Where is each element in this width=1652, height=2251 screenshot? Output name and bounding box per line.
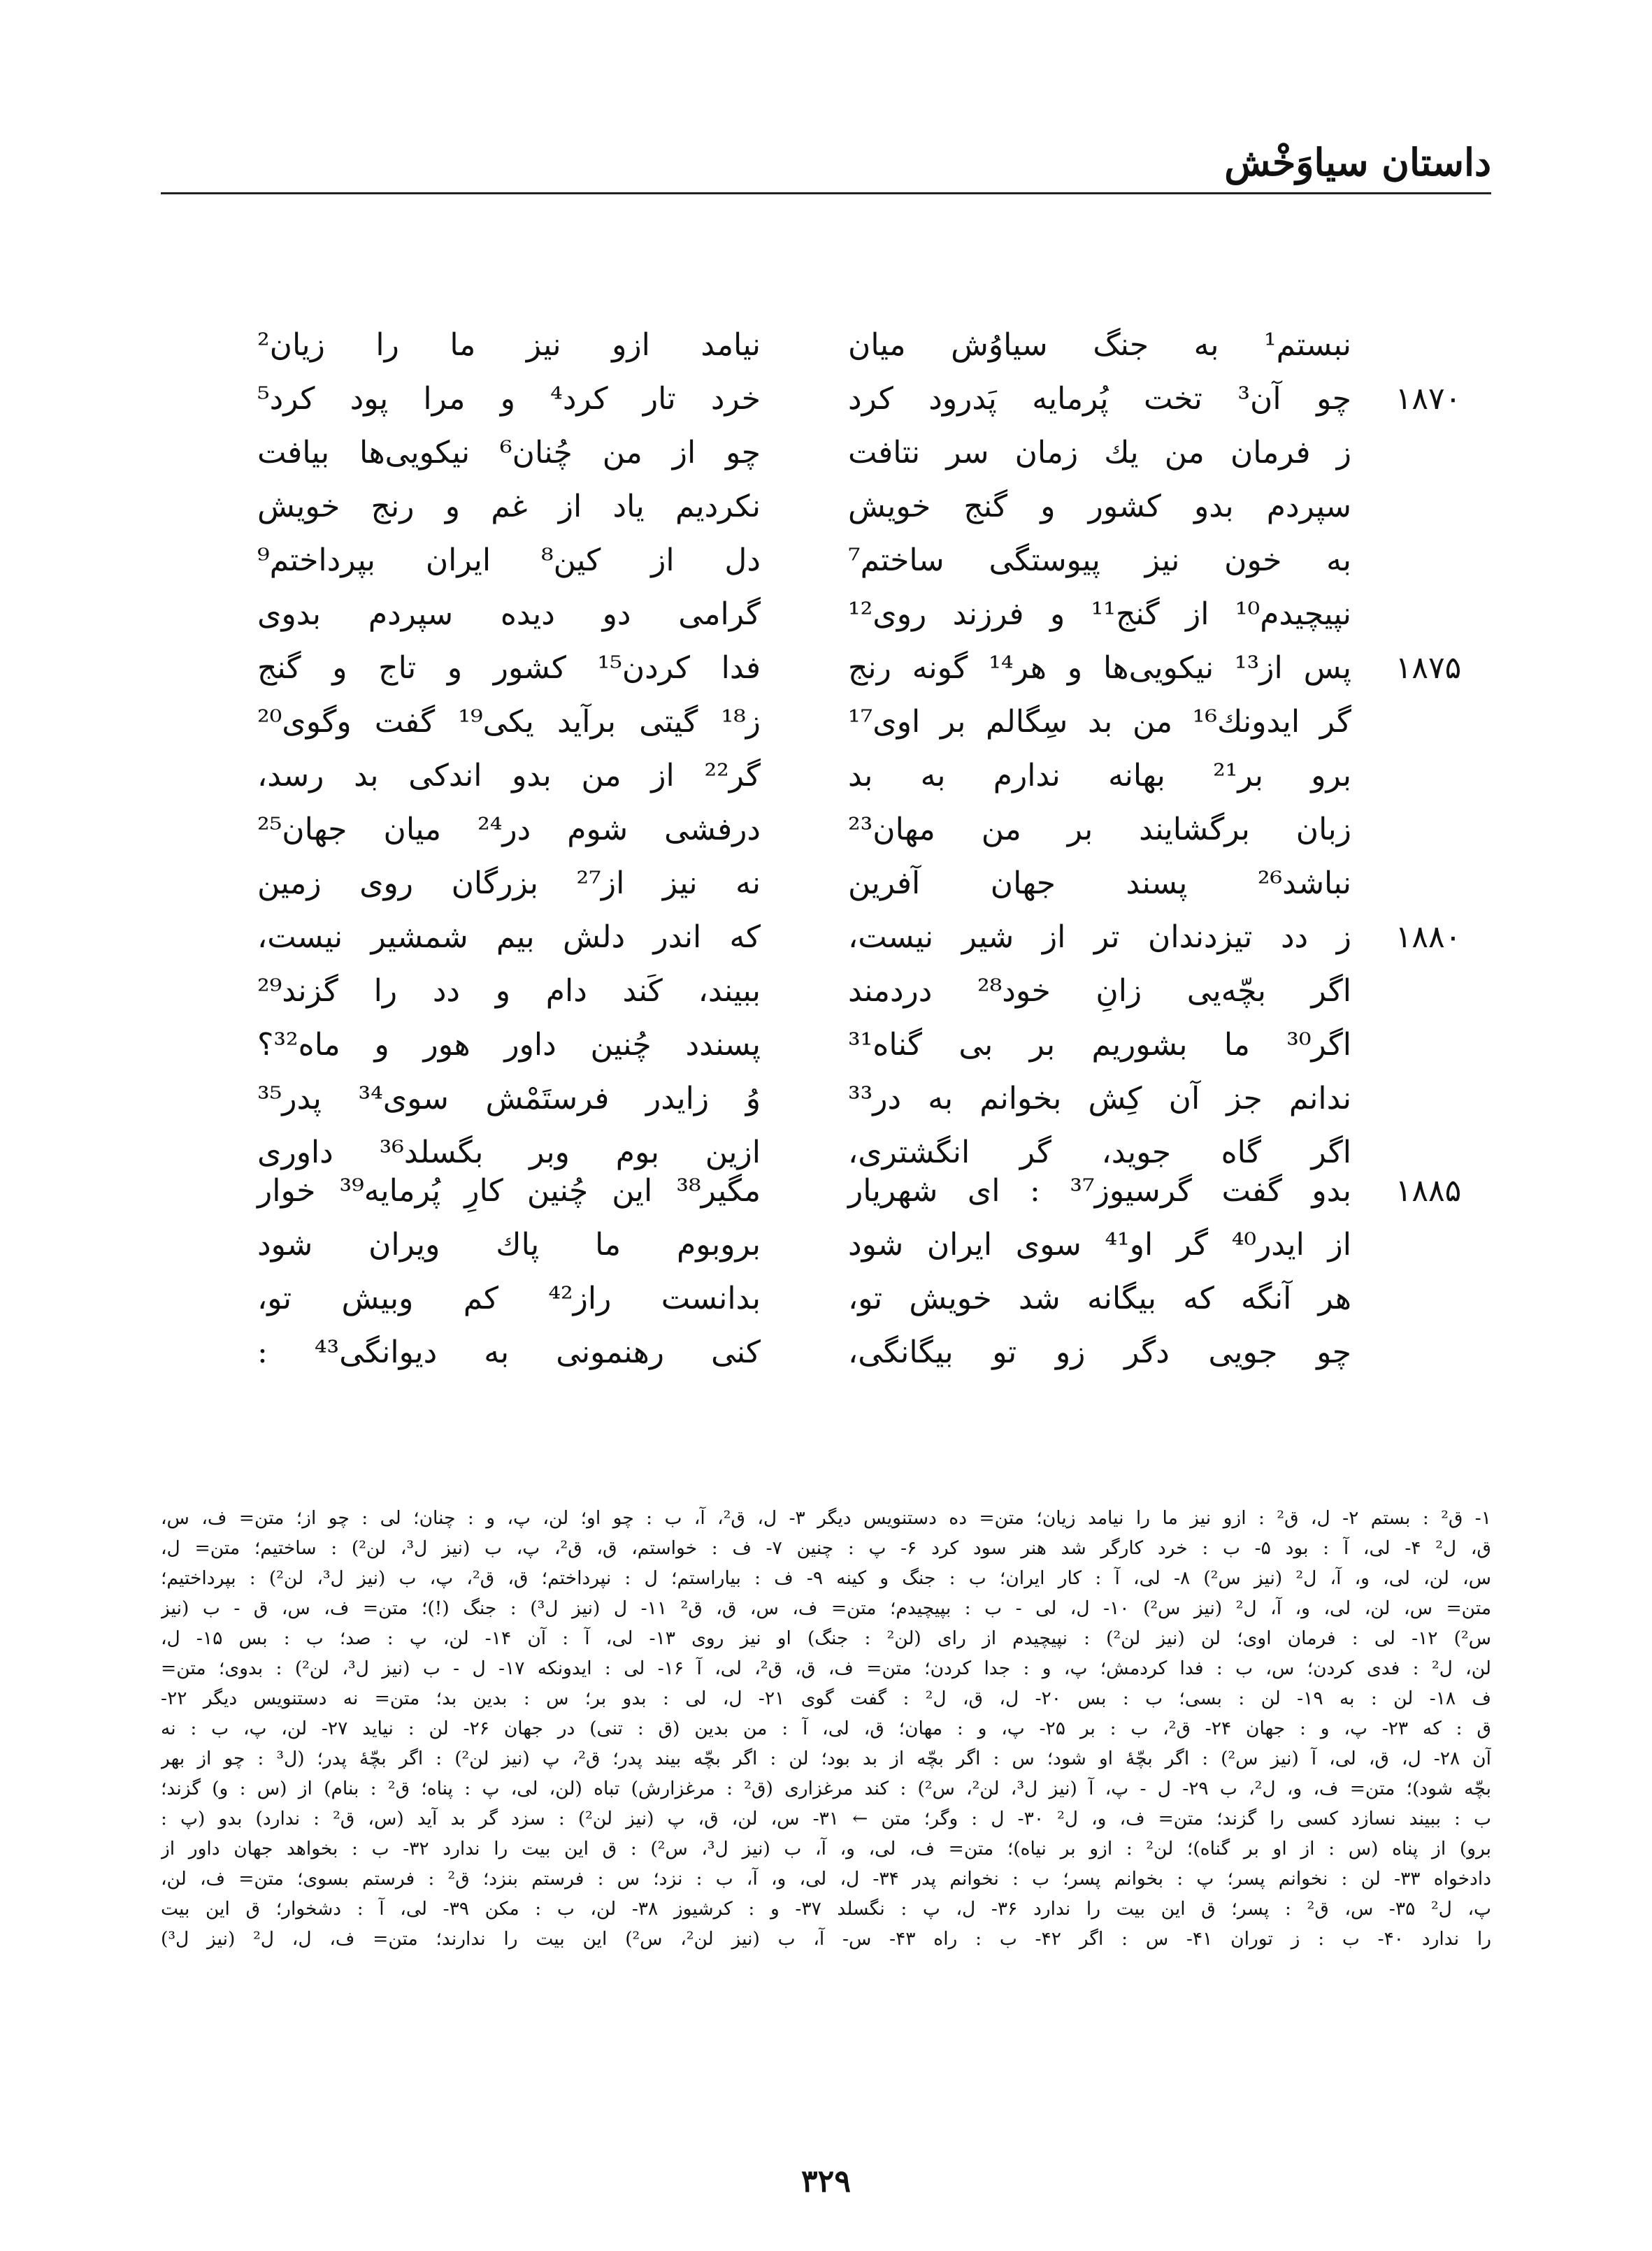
verse-line: مگیر³⁸ این چُنین کارِ پُرمایه³⁹ خوار [257,1173,761,1209]
verse-line: اگر³⁰ ما بشوریم بر بی گناه³¹ [848,1027,1351,1063]
verse-line: چو از من چُنان⁶ نیکویی‌ها بیافت [257,435,761,470]
verse-line: ازین بوم وبر بگسلد³⁶ داوری [257,1135,761,1170]
verse-line: نباشد²⁶ پسند جهان آفرین [848,865,1351,901]
verse-column-left-block2 [257,1164,761,1379]
verse-line: نه نیز از²⁷ بزرگان روی زمین [257,865,761,901]
verse-line: درفشی شوم در²⁴ میان جهان²⁵ [257,812,761,847]
footnote-line: پ، ل² ۳۵- س، ق² : پسر؛ ق این بیت را ندارد ۳۶- ل، پ : نگسلد ۳۷- و : کرشیوز ۳۸- لن، ب : مکن ۳۹- لی، آ : دشخوار؛ ق این بیت [161,1898,1491,1920]
footnote-line: برو) از پناه (س : از او بر گناه)؛ لن² : ازو بر نیاه)؛ متن= ف، لی، و، آ، ب (نیز ل³، س²) : ق این بیت را ندارد ۳۲- ب : بخواهد جهان داور از [161,1838,1491,1860]
verse-line: فدا کردن¹⁵ کشور و تاج و گنج [257,650,761,686]
verse-line: پسندد چُنین داور هور و ماه³²؟ [257,1027,761,1063]
footnote-line: متن= س، لن، لی، و، آ، ل² (نیز س²) ۱۰- ل، لی - ب : بپیچیدم؛ متن= ف، س، ق، ق² ۱۱- ل (نیز ل³) : جنگ (!)؛ متن= ف، س، ق - ب (نیز [161,1597,1491,1619]
header-rule [161,192,1491,194]
verse-line: نیامد ازو نیز ما را زیان² [257,327,761,363]
footnote-line: را ندارد ۴۰- ب : ز توران ۴۱- س : اگر ۴۲- ب : راه ۴۳- س- آ، ب (نیز لن²، س²) این بیت را ندارند؛ متن= ف، ل، ل² (نیز ل³) [161,1928,1491,1950]
verse-line: به خون نیز پیوستگی ساختم⁷ [848,542,1351,578]
verse-number-1870: ۱۸۷۰ [1395,381,1462,417]
verse-line: گر ایدونك¹⁶ من بد سِگالم بر اوی¹⁷ [848,704,1351,740]
verse-line: ندانم جز آن کِش بخوانم به در³³ [848,1081,1351,1116]
verse-line: نپیچیدم¹⁰ از گنج¹¹ و فرزند روی¹² [848,596,1352,632]
footnote-line: ق : که ۲۳- پ، و : جهان ۲۴- ق²، ب : بر ۲۵- پ، و : مهان؛ ق، لی، آ : من بدین (ق : تنی) در جهان ۲۶- لن : نیاید ۲۷- لن، پ، ب : نه [161,1718,1491,1739]
footnote-line: ف ۱۸- لن : به ۱۹- لن : بسی؛ ب : بس ۲۰- ل، ق، ل² : گفت گوی ۲۱- ل، لی : بدو بر؛ س : بدین بد؛ متن= نه دستنویس دیگر ۲۲- [161,1688,1491,1709]
verse-line: نکردیم یاد از غم و رنج خویش [257,489,761,524]
verse-column-right-block1 [848,318,1351,1179]
verse-line: اگر گاه جوید، گر انگشتری، [848,1135,1351,1170]
footnote-line: بچّه شود)؛ متن= ف، و، ل²، ب ۲۹- ل - پ، آ (نیز ل³، لن²، س²) : کند مرغزاری (ق² : مرغزارش) تباه (لن، لی، پ : پناه؛ ق² : بنام) از (س : و) گزند؛ [161,1778,1491,1799]
verse-number-1875: ۱۸۷۵ [1395,650,1462,686]
verse-line: ز فرمان من یك زمان سر نتافت [848,435,1351,470]
verse-line: بدانست راز⁴² کم وبیش تو، [257,1281,761,1316]
verse-line: چو آن³ تخت پُرمایه پَدرود کرد [848,381,1352,417]
verse-line: ز¹⁸ گیتی برآید یکی¹⁹ گفت وگوی²⁰ [257,704,761,740]
footnote-line: ۱- ق² : بستم ۲- ل، ق² : ازو نیز ما را نیامد زیان؛ متن= ده دستنویس دیگر ۳- ل، ق²، آ، ب : چو او؛ لن، پ، و : چنان؛ لی : چو از؛ متن= ف، س، [161,1507,1491,1529]
verse-line: که اندر دلش بیم شمشیر نیست، [257,919,761,955]
verse-column-left-block1 [257,318,761,1179]
verse-line: سپردم بدو کشور و گنج خویش [848,489,1351,524]
verse-line: اگر بچّه‌یی زانِ خود²⁸ دردمند [848,973,1351,1009]
footnotes [161,1503,1491,1954]
running-title: داستان سیاوَخْش [1224,140,1491,185]
footnote-line: آن ۲۸- ل، ق، لی، آ (نیز س²) : اگر بچّهٔ او شود؛ س : اگر بچّه از بد بود؛ لن : اگر بچّه بیند پدر؛ ق²، پ (نیز لن²) : اگر بچّهٔ پدر؛ (ل³ : چو از بهر [161,1748,1491,1769]
verse-line: ز دد تیزدندان تر از شیر نیست، [848,919,1351,955]
footnote-line: دادخواه ۳۳- لن : نخوانم پسر؛ پ : بخوانم پسر؛ ب : نخوانم پدر ۳۴- ل، لی، و، آ، ب : نزد؛ س : فرستم بنزد؛ ق² : فرستم بسوی؛ متن= ف، لن، [161,1868,1491,1890]
verse-line: پس از¹³ نیکویی‌ها و هر¹⁴ گونه رنج [848,650,1351,686]
footnote-line: س، لن، لی، و، آ، ل² (نیز س²) ۸- لی، آ : کار ایران؛ ب : جنگ و کینه ۹- ف : بیاراستم؛ ل : نپرداختم؛ ق، ق²، پ، ب (نیز ل³، لن²) : بپرداختیم؛ [161,1567,1491,1589]
verse-line: وُ زایدر فرستَمْش سوی³⁴ پدر³⁵ [257,1081,761,1116]
verse-line: چو جویی دگر زو تو بیگانگی، [848,1335,1351,1370]
footnote-line: لن، ل² : فدی کردن؛ س، ب : فدا کردمش؛ پ، و : جدا کردن؛ متن= ف، ق، ق²، لی، آ ۱۶- لی : ایدونکه ۱۷- ل - ب (نیز ل³، لن²) : بدوی؛ متن= [161,1657,1491,1679]
page-number: ۳۲۹ [801,2164,851,2199]
verse-line: نبستم¹ به جنگ سیاوُش میان [848,327,1351,363]
verse-line: گر²² از من بدو اندکی بد رسد، [257,758,761,793]
verse-line: دل از کین⁸ ایران بپرداختم⁹ [257,542,761,578]
verse-line: بروبوم ما پاك ویران شود [257,1227,761,1263]
verse-line: ببیند، کَند دام و دد را گزند²⁹ [257,973,761,1009]
verse-line: هر آنگه که بیگانه شد خویش تو، [848,1281,1351,1316]
footnote-line: ب : ببیند نسازد کسی را گزند؛ متن= ف، و، ل² ۳۰- ل : وگر؛ متن ← ۳۱- س، لن، ق، پ (نیز لن²) : سزد گر بد آید (س، ق² : ندارد) بدو (پ : [161,1808,1491,1829]
verse-column-right-block2 [848,1164,1351,1379]
verse-number-1880: ۱۸۸۰ [1395,919,1462,955]
footnote-line: ق، ل² ۴- لی، آ : بود ۵- ب : خرد کارگر شد هنر سود کرد ۶- پ : چنین ۷- ف : خواستم، ق، ق²، پ، ب (نیز ل³، لن²) : ساختیم؛ متن= ل، [161,1537,1491,1559]
verse-line: خرد تار کرد⁴ و مرا پود کرد⁵ [257,381,761,417]
verse-line: بدو گفت گرسیوز³⁷ : ای شهریار [848,1173,1351,1209]
verse-line: گرامی دو دیده سپردم بدوی [257,596,761,632]
verse-line: کنی رهنمونی به دیوانگی⁴³ : [257,1335,761,1370]
verse-number-1885: ۱۸۸۵ [1395,1173,1462,1209]
verse-line: زبان برگشایند بر من مهان²³ [848,812,1351,847]
footnote-line: س²) ۱۲- لی : فرمان اوی؛ لن (نیز لن²) : نپیچیدم از رای (لن² : جنگ) او نیز روی ۱۳- لی، آ : آن ۱۴- لن، پ : صد؛ ب : بس ۱۵- ل، [161,1627,1491,1649]
verse-line: از ایدر⁴⁰ گر او⁴¹ سوی ایران شود [848,1227,1352,1263]
verse-line: برو بر²¹ بهانه ندارم به بد [848,758,1351,793]
